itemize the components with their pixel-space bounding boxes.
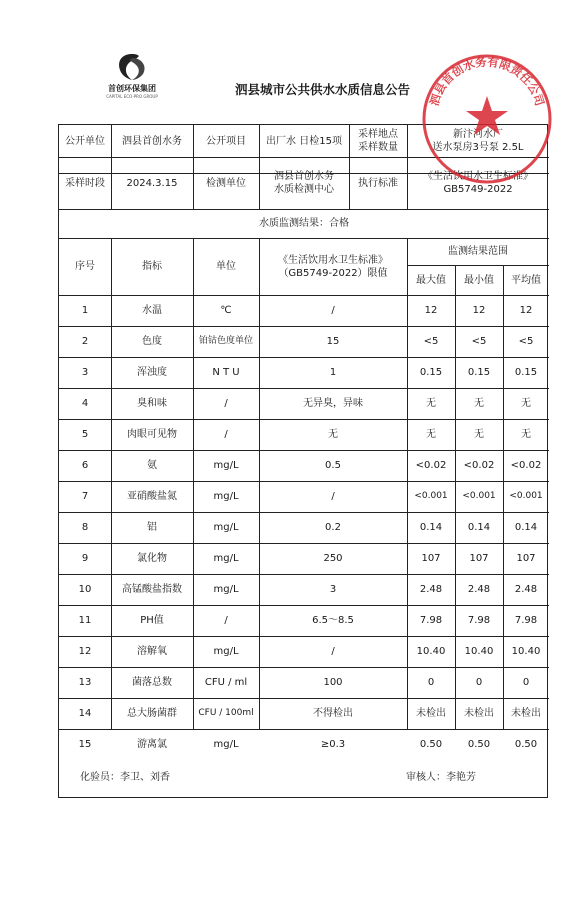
cell-unit: mg/L <box>213 584 239 595</box>
cell-unit: / <box>224 398 228 409</box>
col-header-limit <box>259 238 407 295</box>
cell-no: 2 <box>81 336 89 347</box>
cell-avg: 0.50 <box>514 739 538 750</box>
cell-avg: 107 <box>516 553 536 564</box>
cell-no: 1 <box>81 305 89 316</box>
cell-indicator: PH值 <box>140 615 164 626</box>
cell-indicator: 色度 <box>142 336 162 347</box>
logo-swirl-icon <box>115 52 149 82</box>
table-row <box>59 636 549 667</box>
cell-no: 8 <box>81 522 89 533</box>
cell-avg: 0.15 <box>514 367 538 378</box>
cell-max: <5 <box>423 336 439 347</box>
seal-text: 泗县首创水务有限责任公司 <box>427 54 547 108</box>
sampling-amount: 送水泵房3号泵 2.5L <box>432 142 524 153</box>
label-sampling-site: 采样地点 <box>358 129 398 140</box>
cell-indicator: 氨 <box>147 460 157 471</box>
table-row <box>59 543 549 574</box>
cell-avg: 10.40 <box>511 646 541 657</box>
cell-avg: 无 <box>521 429 531 440</box>
page-title: 泗县城市公共供水水质信息公告 <box>235 82 411 97</box>
label-publish-item: 公开项目 <box>206 135 246 147</box>
cell-min: 7.98 <box>467 615 491 626</box>
table-row <box>59 326 549 357</box>
test-unit <box>259 157 349 209</box>
col-header-unit: 单位 <box>216 261 236 272</box>
table-row <box>59 481 549 512</box>
cell-max: 107 <box>421 553 441 564</box>
sampling-site: 新汴河水厂 <box>453 129 503 140</box>
cell-no: 3 <box>81 367 89 378</box>
cell-no: 11 <box>78 615 92 626</box>
cell-min: 未检出 <box>464 708 494 719</box>
label-test-unit: 检测单位 <box>206 177 246 189</box>
cell-indicator: 总大肠菌群 <box>127 708 177 719</box>
result-line: 水质监测结果：合格 <box>259 218 349 229</box>
cell-limit: 无 <box>328 429 338 440</box>
reviewer-signature: 审核人：李艳芳 <box>406 772 476 783</box>
cell-min: 12 <box>472 305 486 316</box>
cell-unit: mg/L <box>213 491 239 502</box>
logo-text-en: CAPITAL ECO-PRO GROUP <box>106 94 158 99</box>
cell-unit: mg/L <box>213 460 239 471</box>
cell-unit: mg/L <box>213 522 239 533</box>
col-header-no: 序号 <box>75 261 95 272</box>
cell-avg: 7.98 <box>514 615 538 626</box>
cell-unit: CFU / ml <box>204 677 248 688</box>
standard-name: 《生活饮用水卫生标准》 <box>423 171 533 182</box>
cell-indicator: 氯化物 <box>137 553 167 564</box>
logo-text: 首创环保集团 <box>108 84 156 93</box>
cell-max: 无 <box>426 429 436 440</box>
cell-avg: <0.02 <box>510 460 542 471</box>
table-row <box>59 450 549 481</box>
cell-max: 0.15 <box>419 367 443 378</box>
cell-no: 6 <box>81 460 89 471</box>
cell-limit: 0.2 <box>325 522 341 533</box>
cell-limit: 1 <box>329 367 337 378</box>
cell-indicator: 菌落总数 <box>132 677 172 688</box>
cell-min: 0 <box>475 677 483 688</box>
test-unit-line2: 水质检测中心 <box>274 184 334 195</box>
cell-min: 10.40 <box>464 646 494 657</box>
cell-min: 0.50 <box>467 739 491 750</box>
cell-avg: 无 <box>521 398 531 409</box>
seal-star-icon <box>466 96 508 135</box>
cell-limit: 3 <box>329 584 337 595</box>
cell-indicator: 亚硝酸盐氮 <box>127 491 177 502</box>
cell-min: <5 <box>471 336 487 347</box>
cell-max: <0.001 <box>414 491 448 501</box>
cell-unit: / <box>224 615 228 626</box>
col-header-limit-line2: （GB5749-2022）限值 <box>278 267 388 279</box>
cell-limit: 不得检出 <box>313 708 353 719</box>
cell-limit: / <box>331 305 335 316</box>
table-row <box>59 729 549 760</box>
cell-max: 0.14 <box>419 522 443 533</box>
cell-limit: / <box>331 646 335 657</box>
col-header-indicator: 指标 <box>142 261 162 272</box>
cell-max: 2.48 <box>419 584 443 595</box>
cell-no: 14 <box>78 708 92 719</box>
cell-max: 10.40 <box>416 646 446 657</box>
cell-indicator: 游离氯 <box>137 739 167 750</box>
cell-min: 107 <box>469 553 489 564</box>
test-unit-line1: 泗县首创水务 <box>274 171 334 182</box>
cell-indicator: 浑浊度 <box>137 367 167 378</box>
col-header-range: 监测结果范围 <box>448 246 508 257</box>
table-row <box>59 295 549 326</box>
col-header-max: 最大值 <box>416 274 446 286</box>
cell-indicator: 臭和味 <box>137 398 167 409</box>
cell-min: 无 <box>474 429 484 440</box>
cell-avg: 12 <box>519 305 533 316</box>
cell-unit: / <box>224 429 228 440</box>
label-sampling-amount: 采样数量 <box>358 142 398 153</box>
cell-indicator: 溶解氧 <box>137 646 167 657</box>
cell-avg: 0 <box>522 677 530 688</box>
label-sampling-time: 采样时段 <box>65 177 105 189</box>
label-publish-unit: 公开单位 <box>65 135 105 147</box>
cell-avg: <5 <box>518 336 534 347</box>
cell-no: 4 <box>81 398 89 409</box>
inspector-signature: 化验员：李卫、刘香 <box>80 772 170 783</box>
table-row <box>59 605 549 636</box>
cell-min: 0.15 <box>467 367 491 378</box>
cell-limit: 0.5 <box>325 460 341 471</box>
cell-no: 9 <box>81 553 89 564</box>
col-header-limit-line1: 《生活饮用水卫生标准》 <box>278 254 388 266</box>
col-header-min: 最小值 <box>464 274 494 286</box>
table-row <box>59 667 549 698</box>
cell-avg: 0.14 <box>514 522 538 533</box>
cell-max: 0 <box>427 677 435 688</box>
label-standard: 执行标准 <box>358 177 398 189</box>
cell-avg: <0.001 <box>509 491 543 501</box>
cell-min: <0.02 <box>463 460 495 471</box>
cell-no: 13 <box>78 677 92 688</box>
cell-min: 无 <box>474 398 484 409</box>
cell-no: 12 <box>78 646 92 657</box>
report-table <box>58 124 548 798</box>
cell-min: 2.48 <box>467 584 491 595</box>
table-row <box>59 574 549 605</box>
official-seal-stamp <box>418 50 556 188</box>
cell-limit: 无异臭，异味 <box>303 398 363 409</box>
table-row <box>59 419 549 450</box>
cell-limit: / <box>331 491 335 502</box>
cell-no: 5 <box>81 429 89 440</box>
cell-min: <0.001 <box>462 491 496 501</box>
table-row <box>59 512 549 543</box>
cell-unit: CFU / 100ml <box>198 708 254 718</box>
cell-no: 7 <box>81 491 89 502</box>
cell-avg: 未检出 <box>511 708 541 719</box>
cell-unit: N T U <box>212 367 240 378</box>
cell-indicator: 高锰酸盐指数 <box>122 584 182 595</box>
cell-avg: 2.48 <box>514 584 538 595</box>
cell-max: 12 <box>424 305 438 316</box>
cell-unit: ℃ <box>220 305 232 316</box>
cell-max: 无 <box>426 398 436 409</box>
publish-unit: 泗县首创水务 <box>122 135 182 147</box>
table-row <box>59 698 549 729</box>
cell-max: 7.98 <box>419 615 443 626</box>
standard-code: GB5749-2022 <box>443 184 513 195</box>
publish-item: 出厂水 日检15项 <box>266 135 342 147</box>
table-row <box>59 388 549 419</box>
cell-indicator: 铝 <box>147 522 157 533</box>
cell-unit: mg/L <box>213 553 239 564</box>
cell-unit: 铂钴色度单位 <box>198 336 253 346</box>
cell-limit: 6.5～8.5 <box>312 615 354 626</box>
label-sampling <box>349 125 407 157</box>
cell-max: <0.02 <box>415 460 447 471</box>
cell-max: 未检出 <box>416 708 446 719</box>
cell-unit: mg/L <box>213 739 239 750</box>
cell-limit: 15 <box>326 336 340 347</box>
cell-indicator: 水温 <box>142 305 162 316</box>
cell-limit: ≥0.3 <box>320 739 346 750</box>
cell-unit: mg/L <box>213 646 239 657</box>
table-row <box>59 357 549 388</box>
cell-min: 0.14 <box>467 522 491 533</box>
cell-limit: 250 <box>323 553 343 564</box>
cell-no: 10 <box>78 584 92 595</box>
sampling-time: 2024.3.15 <box>126 177 178 189</box>
col-header-avg: 平均值 <box>511 274 541 286</box>
cell-limit: 100 <box>323 677 343 688</box>
cell-indicator: 肉眼可见物 <box>127 429 177 440</box>
cell-no: 15 <box>78 739 92 750</box>
company-logo <box>96 52 168 104</box>
cell-max: 0.50 <box>419 739 443 750</box>
